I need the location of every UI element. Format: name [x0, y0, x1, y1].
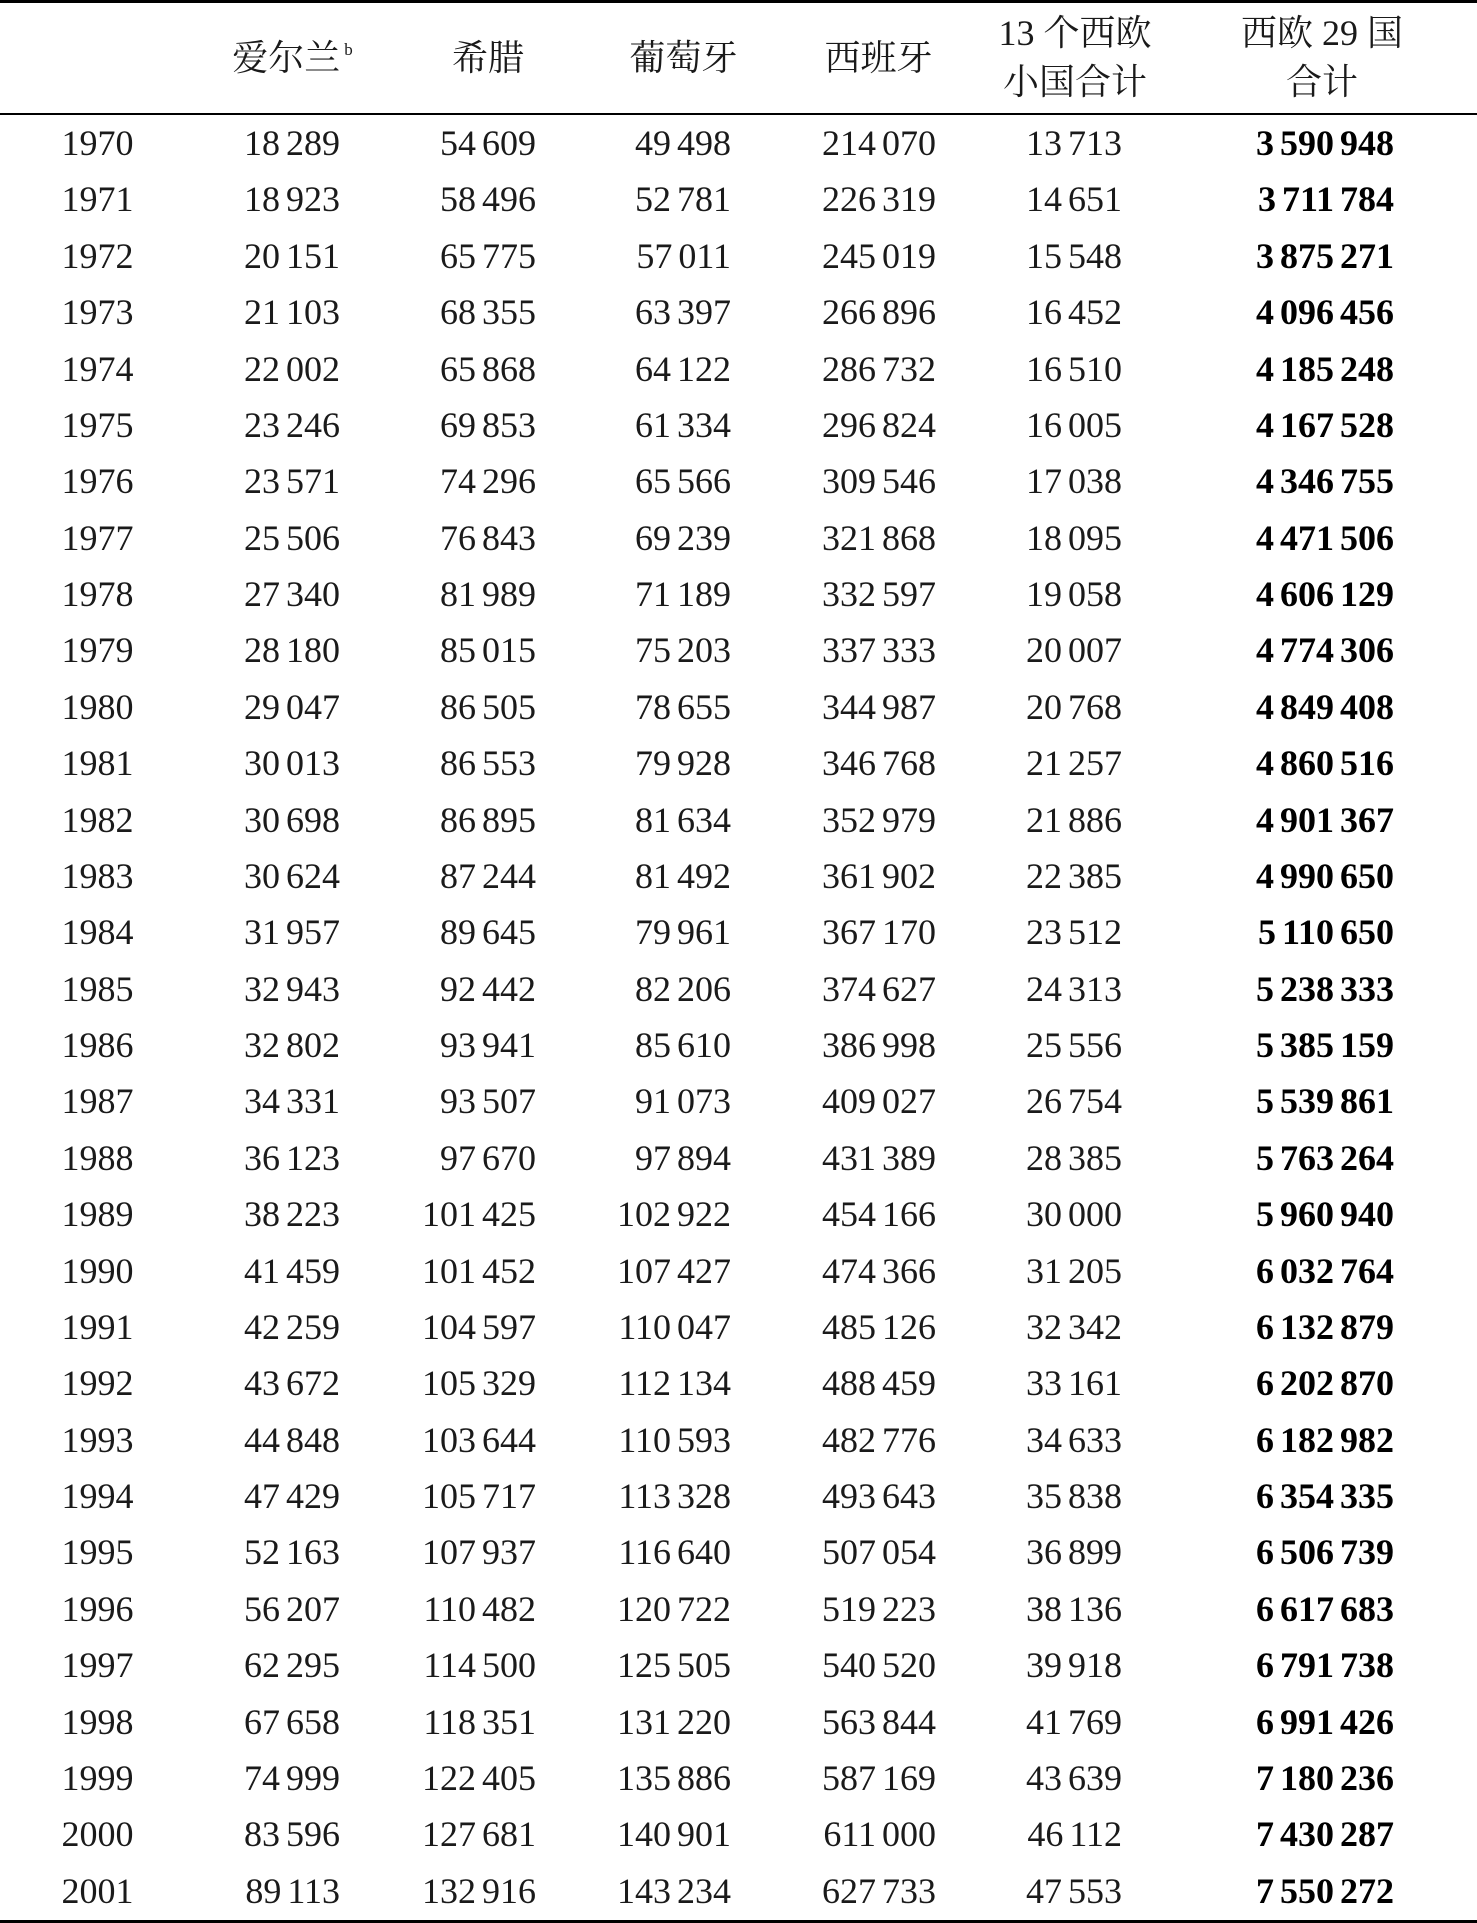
year-cell: 1974	[61, 348, 134, 389]
ireland-cell: 38 223	[244, 1194, 340, 1235]
portugal-cell: 79 961	[635, 912, 731, 953]
greece-cell: 68 355	[440, 292, 536, 333]
small-13-cell: 35 838	[1026, 1476, 1122, 1516]
year-cell: 1993	[61, 1419, 134, 1460]
spain-cell: 454 166	[822, 1194, 936, 1235]
table-body	[0, 115, 1477, 1919]
table-row	[0, 1243, 1477, 1299]
greece-cell: 101 425	[422, 1194, 536, 1235]
ireland-cell: 30 698	[244, 799, 340, 840]
ireland-cell: 18 289	[244, 123, 340, 163]
ireland-cell: 21 103	[244, 292, 340, 333]
greece-cell: 69 853	[440, 404, 536, 445]
greece-cell: 92 442	[440, 968, 536, 1009]
ireland-cell: 23 246	[244, 404, 340, 445]
greece-cell: 86 505	[440, 686, 536, 727]
small-13-cell: 31 205	[1026, 1250, 1122, 1291]
greece-cell: 54 609	[440, 123, 536, 163]
column-header-label: 希腊	[451, 37, 524, 78]
table-row	[0, 171, 1477, 227]
table-row	[0, 1524, 1477, 1580]
ireland-cell: 34 331	[244, 1081, 340, 1122]
column-header-small-13	[976, 3, 1174, 113]
year-cell: 1976	[61, 461, 134, 502]
greece-cell: 74 296	[440, 461, 536, 502]
small-13-cell: 46 112	[1027, 1814, 1122, 1855]
table-row	[0, 1017, 1477, 1073]
table-row	[0, 961, 1477, 1017]
portugal-cell: 91 073	[635, 1081, 731, 1122]
western-europe-29-cell: 4 346 755	[1256, 461, 1394, 502]
greece-cell: 105 717	[422, 1476, 536, 1516]
greece-cell: 76 843	[440, 517, 536, 558]
western-europe-29-cell: 6 791 738	[1256, 1645, 1394, 1686]
small-13-cell: 16 510	[1026, 348, 1122, 389]
spain-cell: 214 070	[822, 123, 936, 163]
column-header-line-2: 小国合计	[1002, 62, 1147, 102]
ireland-cell: 52 163	[244, 1532, 340, 1573]
spain-cell: 431 389	[822, 1137, 936, 1178]
portugal-cell: 113 328	[618, 1476, 731, 1516]
year-cell: 1977	[61, 517, 134, 558]
ireland-cell: 32 943	[244, 968, 340, 1009]
column-header-ireland	[195, 3, 390, 113]
year-cell: 1982	[61, 799, 134, 840]
year-cell: 1991	[61, 1306, 134, 1347]
portugal-cell: 85 610	[635, 1025, 731, 1065]
table-row	[0, 622, 1477, 678]
year-cell: 1973	[61, 292, 134, 333]
year-cell: 1983	[61, 855, 134, 896]
ireland-cell: 89 113	[245, 1870, 340, 1911]
year-cell: 1972	[61, 235, 134, 276]
western-europe-29-cell: 7 430 287	[1256, 1814, 1394, 1855]
table-row	[0, 453, 1477, 509]
column-header-spain	[781, 3, 976, 113]
western-europe-29-cell: 6 991 426	[1256, 1701, 1394, 1742]
ireland-cell: 30 624	[244, 855, 340, 896]
year-cell: 1970	[61, 123, 134, 163]
portugal-cell: 120 722	[617, 1588, 731, 1629]
year-cell: 1985	[61, 968, 134, 1009]
small-13-cell: 15 548	[1026, 235, 1122, 276]
spain-cell: 344 987	[822, 686, 936, 727]
western-europe-29-cell: 6 202 870	[1256, 1363, 1394, 1404]
table-row	[0, 341, 1477, 397]
ireland-cell: 62 295	[244, 1645, 340, 1686]
year-cell: 1992	[61, 1363, 134, 1404]
year-cell: 1987	[61, 1081, 134, 1122]
column-header-label: 葡萄牙	[629, 37, 738, 78]
table-row	[0, 1806, 1477, 1862]
portugal-cell: 79 928	[635, 743, 731, 784]
small-13-cell: 16 005	[1026, 404, 1122, 445]
small-13-cell: 36 899	[1026, 1532, 1122, 1573]
western-europe-29-cell: 5 960 940	[1256, 1194, 1394, 1235]
column-header-ireland-text	[232, 34, 353, 83]
ireland-cell: 25 506	[244, 517, 340, 558]
table-row	[0, 115, 1477, 171]
spain-cell: 226 319	[822, 179, 936, 220]
column-header-label: 爱尔兰	[232, 37, 341, 78]
portugal-cell: 63 397	[635, 292, 731, 333]
spain-cell: 374 627	[822, 968, 936, 1009]
spain-cell: 321 868	[822, 517, 936, 558]
western-europe-29-cell: 6 617 683	[1256, 1588, 1394, 1629]
column-header-label: 西班牙	[824, 37, 933, 78]
small-13-cell: 32 342	[1026, 1306, 1122, 1347]
western-europe-29-cell: 3 590 948	[1256, 123, 1394, 163]
small-13-cell: 18 095	[1026, 517, 1122, 558]
year-cell: 1979	[61, 630, 134, 671]
table-row	[0, 284, 1477, 340]
greece-cell: 127 681	[422, 1814, 536, 1855]
table-row	[0, 510, 1477, 566]
western-europe-29-cell: 4 990 650	[1256, 855, 1394, 896]
small-13-cell: 25 556	[1026, 1025, 1122, 1065]
ireland-cell: 47 429	[244, 1476, 340, 1516]
spain-cell: 266 896	[822, 292, 936, 333]
western-europe-29-cell: 7 550 272	[1256, 1870, 1394, 1911]
small-13-cell: 23 512	[1026, 912, 1122, 953]
small-13-cell: 41 769	[1026, 1701, 1122, 1742]
western-europe-29-cell: 4 860 516	[1256, 743, 1394, 784]
year-cell: 1996	[61, 1588, 134, 1629]
table-row	[0, 1186, 1477, 1242]
portugal-cell: 65 566	[635, 461, 731, 502]
western-europe-29-cell: 7 180 236	[1256, 1757, 1394, 1798]
spain-cell: 485 126	[822, 1306, 936, 1347]
portugal-cell: 49 498	[635, 123, 731, 163]
western-europe-29-cell: 6 182 982	[1256, 1419, 1394, 1460]
table-row	[0, 1581, 1477, 1637]
portugal-cell: 64 122	[635, 348, 731, 389]
spain-cell: 332 597	[822, 574, 936, 614]
small-13-cell: 20 768	[1026, 686, 1122, 727]
spain-cell: 540 520	[822, 1645, 936, 1686]
small-13-cell: 17 038	[1026, 461, 1122, 502]
table-row	[0, 1073, 1477, 1129]
portugal-cell: 102 922	[617, 1194, 731, 1235]
small-13-cell: 22 385	[1026, 855, 1122, 896]
portugal-cell: 82 206	[635, 968, 731, 1009]
greece-cell: 114 500	[423, 1645, 536, 1686]
year-cell: 1971	[61, 179, 134, 220]
ireland-cell: 44 848	[244, 1419, 340, 1460]
small-13-cell: 47 553	[1026, 1870, 1122, 1911]
greece-cell: 65 868	[440, 348, 536, 389]
ireland-cell: 41 459	[244, 1250, 340, 1291]
table-row	[0, 792, 1477, 848]
small-13-cell: 16 452	[1026, 292, 1122, 333]
portugal-cell: 135 886	[617, 1757, 731, 1798]
spain-cell: 296 824	[822, 404, 936, 445]
column-header-line-1: 13 个西欧	[998, 13, 1152, 53]
western-europe-29-cell: 6 132 879	[1256, 1306, 1394, 1347]
western-europe-29-cell: 3 711 784	[1257, 179, 1394, 220]
portugal-cell: 116 640	[618, 1532, 731, 1573]
ireland-cell: 20 151	[244, 235, 340, 276]
spain-cell: 563 844	[822, 1701, 936, 1742]
spain-cell: 309 546	[822, 461, 936, 502]
ireland-cell: 29 047	[244, 686, 340, 727]
small-13-cell: 21 257	[1026, 743, 1122, 784]
table-row	[0, 1355, 1477, 1411]
greece-cell: 86 553	[440, 743, 536, 784]
table-header	[0, 3, 1477, 113]
greece-cell: 89 645	[440, 912, 536, 953]
spain-cell: 286 732	[822, 348, 936, 389]
year-cell: 1998	[61, 1701, 134, 1742]
column-header-greece	[390, 3, 586, 113]
small-13-cell: 39 918	[1026, 1645, 1122, 1686]
year-cell: 1997	[61, 1645, 134, 1686]
column-header-western-europe-29	[1174, 3, 1477, 113]
spain-cell: 519 223	[822, 1588, 936, 1629]
western-europe-29-cell: 4 606 129	[1256, 574, 1394, 614]
western-europe-29-cell: 4 471 506	[1256, 517, 1394, 558]
portugal-cell: 110 593	[618, 1419, 731, 1460]
spain-cell: 346 768	[822, 743, 936, 784]
spain-cell: 482 776	[822, 1419, 936, 1460]
table-row	[0, 1130, 1477, 1186]
portugal-cell: 78 655	[635, 686, 731, 727]
ireland-cell: 56 207	[244, 1588, 340, 1629]
western-europe-29-cell: 6 354 335	[1256, 1476, 1394, 1516]
table-row	[0, 1750, 1477, 1806]
portugal-cell: 107 427	[617, 1250, 731, 1291]
western-europe-29-cell: 4 849 408	[1256, 686, 1394, 727]
small-13-cell: 20 007	[1026, 630, 1122, 671]
greece-cell: 65 775	[440, 235, 536, 276]
greece-cell: 132 916	[422, 1870, 536, 1911]
footnote-marker: b	[344, 39, 353, 59]
spain-cell: 361 902	[822, 855, 936, 896]
portugal-cell: 112 134	[618, 1363, 731, 1404]
spain-cell: 507 054	[822, 1532, 936, 1573]
western-europe-29-cell: 5 110 650	[1257, 912, 1394, 953]
portugal-cell: 97 894	[635, 1137, 731, 1178]
table-row	[0, 1694, 1477, 1750]
small-13-cell: 14 651	[1026, 179, 1122, 220]
portugal-cell: 81 634	[635, 799, 731, 840]
column-header-line-1: 西欧 29 国	[1240, 13, 1403, 53]
year-cell: 1981	[61, 743, 134, 784]
year-cell: 1978	[61, 574, 134, 614]
greece-cell: 85 015	[440, 630, 536, 671]
small-13-cell: 30 000	[1026, 1194, 1122, 1235]
ireland-cell: 27 340	[244, 574, 340, 614]
small-13-cell: 26 754	[1026, 1081, 1122, 1122]
greece-cell: 93 507	[440, 1081, 536, 1122]
portugal-cell: 75 203	[635, 630, 731, 671]
western-europe-29-cell: 4 096 456	[1256, 292, 1394, 333]
ireland-cell: 31 957	[244, 912, 340, 953]
western-europe-29-cell: 3 875 271	[1256, 235, 1394, 276]
portugal-cell: 57 011	[636, 235, 731, 276]
western-europe-29-cell: 5 238 333	[1256, 968, 1394, 1009]
spain-cell: 337 333	[822, 630, 936, 671]
year-column-header	[0, 3, 195, 113]
table-row	[0, 1637, 1477, 1693]
table-row	[0, 228, 1477, 284]
column-header-portugal	[586, 3, 781, 113]
table-row	[0, 397, 1477, 453]
table-row	[0, 735, 1477, 791]
small-13-cell: 43 639	[1026, 1757, 1122, 1798]
ireland-cell: 67 658	[244, 1701, 340, 1742]
ireland-cell: 43 672	[244, 1363, 340, 1404]
spain-cell: 474 366	[822, 1250, 936, 1291]
year-cell: 1984	[61, 912, 134, 953]
greece-cell: 103 644	[422, 1419, 536, 1460]
ireland-cell: 23 571	[244, 461, 340, 502]
year-cell: 1975	[61, 404, 134, 445]
ireland-cell: 74 999	[244, 1757, 340, 1798]
western-europe-29-cell: 5 385 159	[1256, 1025, 1394, 1065]
portugal-cell: 143 234	[617, 1870, 731, 1911]
spain-cell: 611 000	[823, 1814, 936, 1855]
small-13-cell: 21 886	[1026, 799, 1122, 840]
small-13-cell: 19 058	[1026, 574, 1122, 614]
greece-cell: 104 597	[422, 1306, 536, 1347]
year-cell: 1980	[61, 686, 134, 727]
small-13-cell: 28 385	[1026, 1137, 1122, 1178]
greece-cell: 58 496	[440, 179, 536, 220]
spain-cell: 587 169	[822, 1757, 936, 1798]
spain-cell: 245 019	[822, 235, 936, 276]
greece-cell: 101 452	[422, 1250, 536, 1291]
year-cell: 1986	[61, 1025, 134, 1065]
western-europe-29-cell: 4 167 528	[1256, 404, 1394, 445]
western-europe-29-cell: 5 763 264	[1256, 1137, 1394, 1178]
portugal-cell: 140 901	[617, 1814, 731, 1855]
portugal-cell: 110 047	[618, 1306, 731, 1347]
western-europe-29-cell: 4 185 248	[1256, 348, 1394, 389]
table-row	[0, 566, 1477, 622]
greece-cell: 118 351	[423, 1701, 536, 1742]
table-row	[0, 1863, 1477, 1919]
small-13-cell: 33 161	[1026, 1363, 1122, 1404]
ireland-cell: 32 802	[244, 1025, 340, 1065]
spain-cell: 488 459	[822, 1363, 936, 1404]
portugal-cell: 52 781	[635, 179, 731, 220]
western-europe-29-cell: 4 774 306	[1256, 630, 1394, 671]
portugal-cell: 131 220	[617, 1701, 731, 1742]
greece-cell: 107 937	[422, 1532, 536, 1573]
spain-cell: 627 733	[822, 1870, 936, 1911]
greece-cell: 86 895	[440, 799, 536, 840]
spain-cell: 386 998	[822, 1025, 936, 1065]
portugal-cell: 61 334	[635, 404, 731, 445]
spain-cell: 352 979	[822, 799, 936, 840]
year-cell: 1989	[61, 1194, 134, 1235]
portugal-cell: 71 189	[635, 574, 731, 614]
spain-cell: 367 170	[822, 912, 936, 953]
western-europe-29-cell: 5 539 861	[1256, 1081, 1394, 1122]
small-13-cell: 24 313	[1026, 968, 1122, 1009]
year-cell: 1994	[61, 1476, 134, 1516]
table-row	[0, 904, 1477, 960]
ireland-cell: 30 013	[244, 743, 340, 784]
table-row	[0, 1299, 1477, 1355]
year-cell: 1990	[61, 1250, 134, 1291]
ireland-cell: 28 180	[244, 630, 340, 671]
year-cell: 2000	[61, 1814, 134, 1855]
table-row	[0, 1468, 1477, 1524]
table-row	[0, 1412, 1477, 1468]
spain-cell: 493 643	[822, 1476, 936, 1516]
greece-cell: 93 941	[440, 1025, 536, 1065]
ireland-cell: 83 596	[244, 1814, 340, 1855]
greece-cell: 81 989	[440, 574, 536, 614]
ireland-cell: 36 123	[244, 1137, 340, 1178]
portugal-cell: 125 505	[617, 1645, 731, 1686]
western-europe-29-cell: 4 901 367	[1256, 799, 1394, 840]
year-cell: 2001	[61, 1870, 134, 1911]
spain-cell: 409 027	[822, 1081, 936, 1122]
greece-cell: 87 244	[440, 855, 536, 896]
column-header-line-2: 合计	[1285, 62, 1358, 102]
greece-cell: 97 670	[440, 1137, 536, 1178]
ireland-cell: 18 923	[244, 179, 340, 220]
table-row	[0, 679, 1477, 735]
greece-cell: 110 482	[423, 1588, 536, 1629]
greece-cell: 122 405	[422, 1757, 536, 1798]
ireland-cell: 22 002	[244, 348, 340, 389]
western-europe-29-cell: 6 506 739	[1256, 1532, 1394, 1573]
year-cell: 1988	[61, 1137, 134, 1178]
small-13-cell: 38 136	[1026, 1588, 1122, 1629]
year-cell: 1995	[61, 1532, 134, 1573]
table-row	[0, 848, 1477, 904]
year-cell: 1999	[61, 1757, 134, 1798]
greece-cell: 105 329	[422, 1363, 536, 1404]
portugal-cell: 81 492	[635, 855, 731, 896]
portugal-cell: 69 239	[635, 517, 731, 558]
western-europe-29-cell: 6 032 764	[1256, 1250, 1394, 1291]
small-13-cell: 13 713	[1026, 123, 1122, 163]
ireland-cell: 42 259	[244, 1306, 340, 1347]
small-13-cell: 34 633	[1026, 1419, 1122, 1460]
